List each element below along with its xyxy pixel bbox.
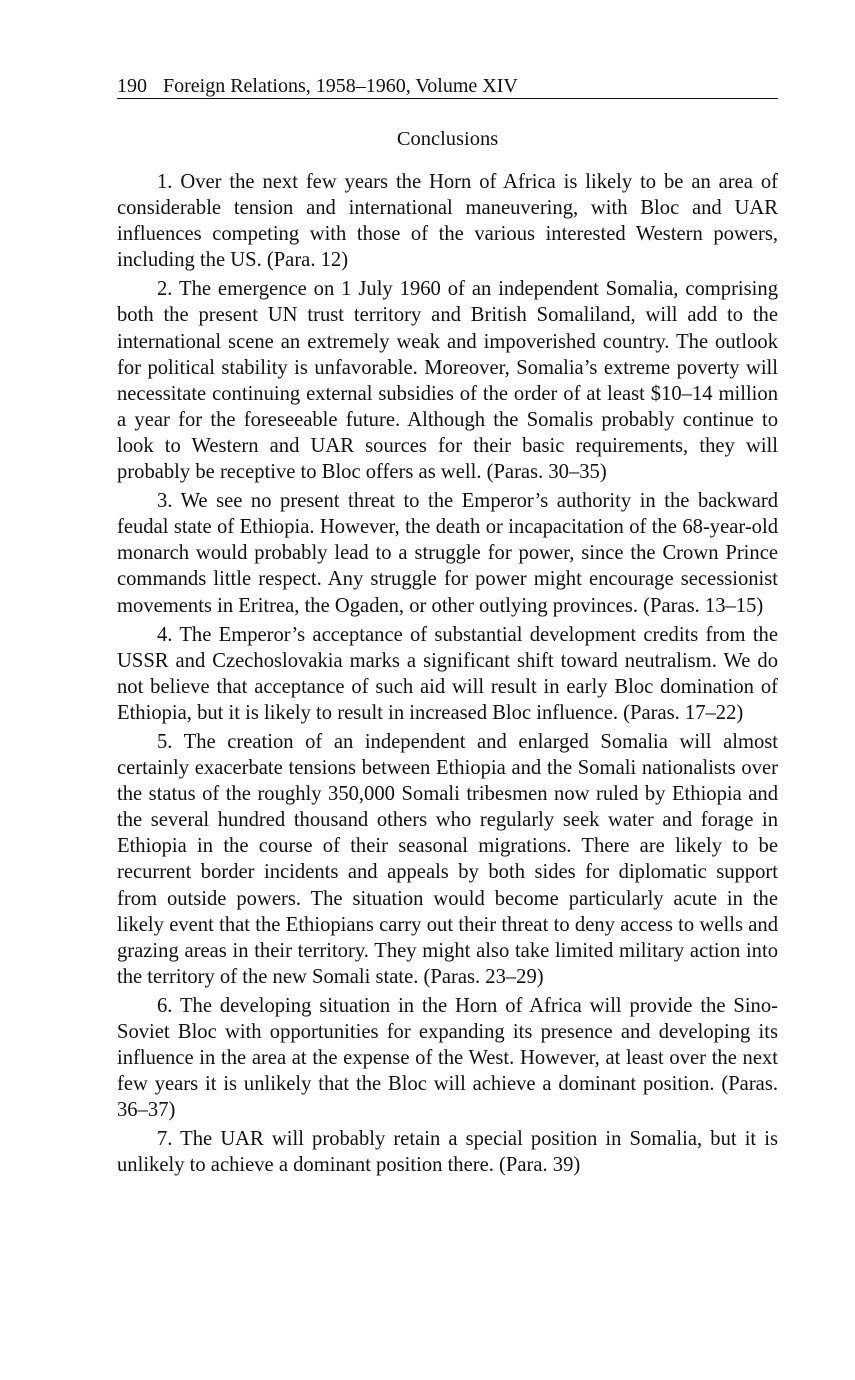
conclusion-paragraph-1: 1. Over the next few years the Horn of Africa is likely to be an area of considerable tension and international maneuvering, with Bloc and UAR influences competing with those of the various interested Western powers, including the US. (Para. 12) [117,171,778,272]
conclusions-body [117,169,778,1179]
conclusion-paragraph-3: 3. We see no present threat to the Emperor’s authority in the backward feudal state of Ethiopia. However, the death or incapacitation of the 68-year-old monarch would probably lead to a struggle for power, since the Crown Prince commands little respect. Any struggle for power might encourage secessionist movements in Eritrea, the Ogaden, or other outlying provinces. (Paras. 13–15) [117,490,778,617]
running-title: Foreign Relations, 1958–1960, Volume XIV [163,75,518,97]
conclusion-paragraph-6: 6. The developing situation in the Horn of Africa will provide the Sino-Soviet Bloc with opportunities for expanding its presence and developing its influence in the area at the expense of the West. However, at least over the next few years it is unlikely that the Bloc will achieve a dominant position. (Paras. 36–37) [117,994,778,1122]
running-header [117,74,778,99]
conclusion-paragraph-7: 7. The UAR will probably retain a special position in Somalia, but it is unlikely to achieve a dominant position there. (Para. 39) [117,1128,778,1177]
conclusion-paragraph-5: 5. The creation of an independent and enlarged Somalia will almost certainly exacerbate tensions between Ethiopia and the Somali nationalists over the status of the roughly 350,000 Somali tribesmen now ruled by Ethiopia and the several hundred thousand others who regularly seek water and forage in Ethiopia in the course of their seasonal migrations. There are likely to be recurrent border incidents and appeals by both sides for diplomatic support from outside powers. The situation would become particularly acute in the likely event that the Ethiopians carry out their threat to deny access to wells and grazing areas in their territory. They might also take limited military action into the territory of the new Somali state. (Paras. 23–29) [117,730,778,988]
conclusion-paragraph-4: 4. The Emperor’s acceptance of substantial development credits from the USSR and Czechoslovakia marks a significant shift toward neutralism. We do not believe that acceptance of such aid will result in early Bloc domination of Ethiopia, but it is likely to result in increased Bloc influence. (Paras. 17–22) [117,623,778,724]
page-number: 190 [117,75,147,97]
conclusion-paragraph-2: 2. The emergence on 1 July 1960 of an independent Somalia, comprising both the present UN trust territory and British Somaliland, will add to the international scene an extremely weak and impoverished country. The outlook for political stability is unfavorable. Moreover, Somalia’s extreme poverty will necessitate continuing external subsidies of the order of at least $10–14 million a year for the foreseeable future. Although the Somalis probably continue to look to Western and UAR sources for their basic requirements, they will probably be receptive to Bloc offers as well. (Paras. 30–35) [117,278,778,484]
section-title: Conclusions [396,128,499,150]
document-page [117,74,778,1182]
